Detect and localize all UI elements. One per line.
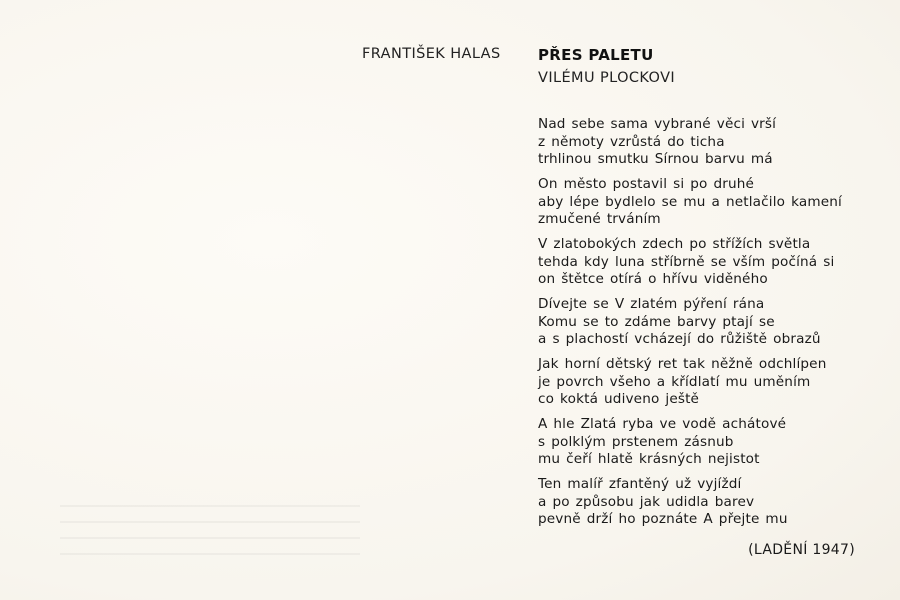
poem-line: mu čeří hlatě krásných nejistot xyxy=(538,451,760,467)
stanza xyxy=(538,296,878,349)
poem-line: a po způsobu jak udidla barev xyxy=(538,493,755,510)
poem-line: Komu se to zdáme barvy ptají se xyxy=(538,313,775,330)
stanza xyxy=(538,476,878,529)
poem-line: z němoty vzrůstá do ticha xyxy=(538,133,725,150)
stanza xyxy=(538,356,878,409)
poem-line: trhlinou smutku Sírnou barvu má xyxy=(538,151,773,167)
poem-line: tehda kdy luna stříbrně se vším počíná si xyxy=(538,253,835,270)
poem-line: Dívejte se V zlatém pýření rána xyxy=(538,296,765,312)
stanza xyxy=(538,116,878,169)
show-through-texture xyxy=(60,505,360,555)
author-name: FRANTIŠEK HALAS xyxy=(362,46,501,62)
poem-line: Ten malíř zfantěný už vyjíždí xyxy=(538,476,742,492)
poem-line: a s plachostí vcházejí do růžiště obrazů xyxy=(538,331,821,347)
poem-line: On město postavil si po druhé xyxy=(538,176,755,192)
poem-line: aby lépe bydlelo se mu a netlačilo kamení xyxy=(538,193,842,210)
poem-line: je povrch všeho a křídlatí mu uměním xyxy=(538,373,811,390)
stanza xyxy=(538,176,878,229)
stanza xyxy=(538,236,878,289)
poem-line: Nad sebe sama vybrané věci vrší xyxy=(538,116,777,132)
poem-body xyxy=(538,116,878,536)
poem-line: on štětce otírá o hřívu viděného xyxy=(538,271,768,287)
poem-line: s polklým prstenem zásnub xyxy=(538,433,734,450)
poem-title: PŘES PALETU xyxy=(538,46,654,64)
poem-line: co koktá udiveno ještě xyxy=(538,391,700,407)
poem-line: A hle Zlatá ryba ve vodě achátové xyxy=(538,416,787,432)
poem-line: zmučené trváním xyxy=(538,211,661,227)
source-citation: (LADĚNÍ 1947) xyxy=(748,542,855,558)
poem-line: pevně drží ho poznáte A přejte mu xyxy=(538,511,788,527)
poem-line: V zlatobokých zdech po střížích světla xyxy=(538,236,811,252)
poem-dedication: VILÉMU PLOCKOVI xyxy=(538,70,676,86)
poem-line: Jak horní dětský ret tak něžně odchlípen xyxy=(538,356,827,372)
stanza xyxy=(538,416,878,469)
